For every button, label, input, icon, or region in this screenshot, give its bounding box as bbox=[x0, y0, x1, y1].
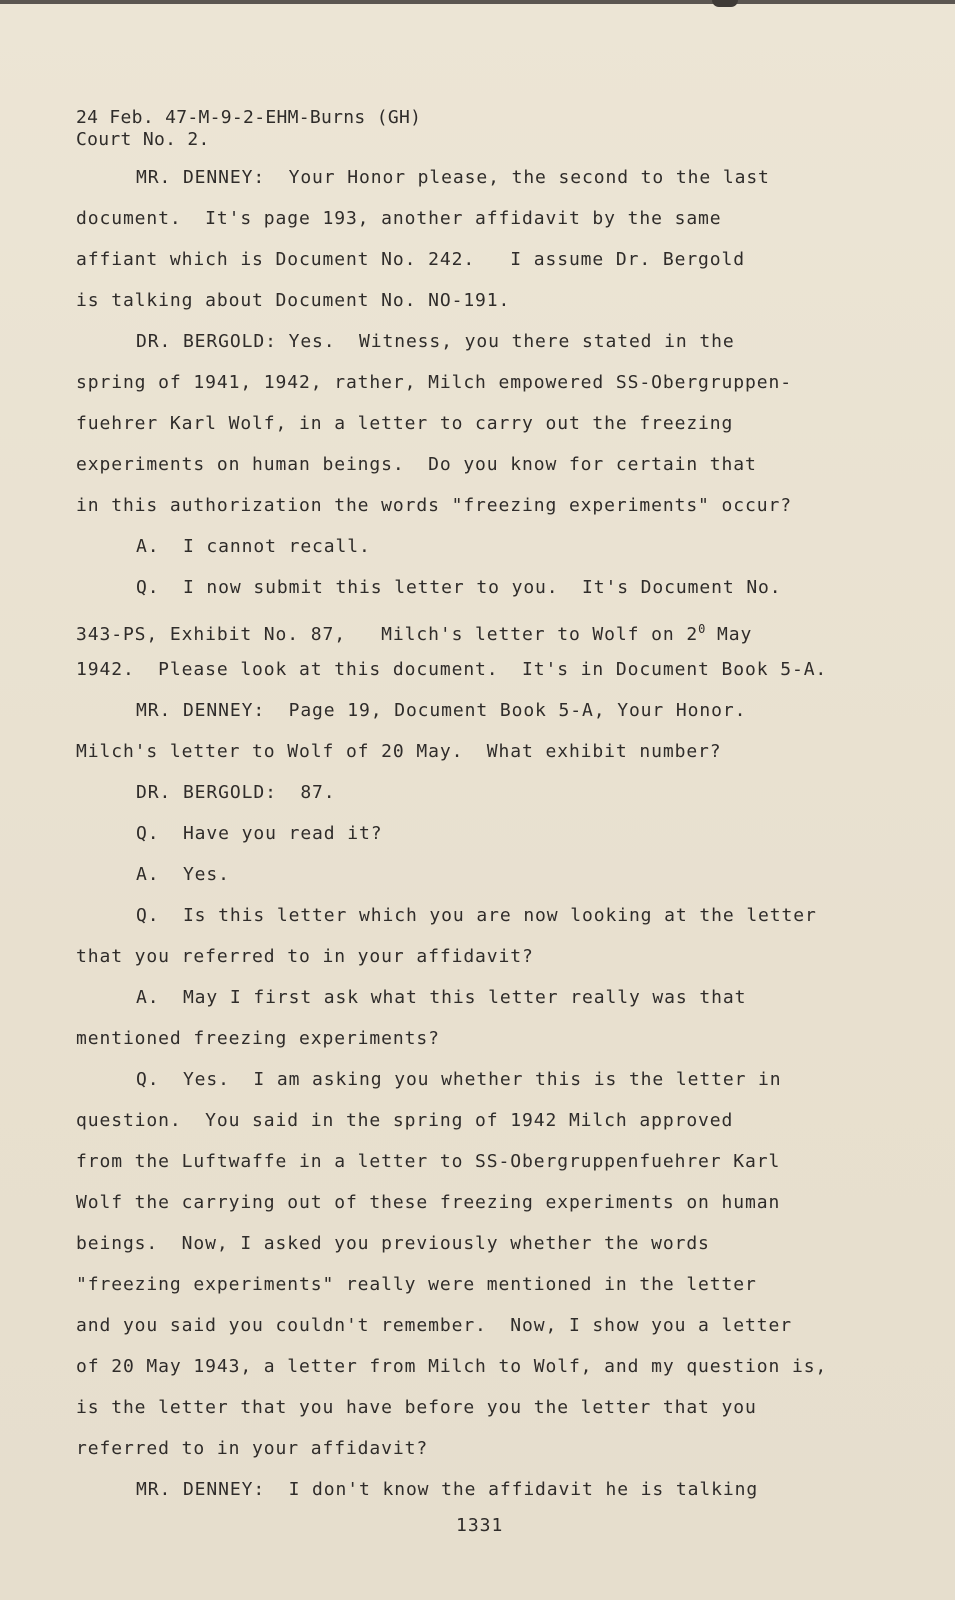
transcript-line: of 20 May 1943, a letter from Milch to Wolf, and my question is, bbox=[76, 1356, 828, 1377]
page-number: 1331 bbox=[456, 1515, 504, 1536]
transcript-line: A. May I first ask what this letter really was that bbox=[136, 987, 747, 1008]
transcript-line: "freezing experiments" really were mentioned in the letter bbox=[76, 1274, 757, 1295]
transcript-line: Milch's letter to Wolf of 20 May. What exhibit number? bbox=[76, 741, 722, 762]
transcript-line: that you referred to in your affidavit? bbox=[76, 946, 534, 967]
transcript-line: spring of 1941, 1942, rather, Milch empowered SS-Obergruppen- bbox=[76, 372, 792, 393]
transcript-line: Q. Have you read it? bbox=[136, 823, 383, 844]
transcript-line: Q. Is this letter which you are now looking at the letter bbox=[136, 905, 817, 926]
transcript-line: 1942. Please look at this document. It's in Document Book 5-A. bbox=[76, 659, 828, 680]
transcript-line: DR. BERGOLD: 87. bbox=[136, 782, 336, 803]
date-superscript: 0 bbox=[698, 622, 706, 636]
transcript-line-main: 343-PS, Exhibit No. 87, Milch's letter to Wolf on 2 bbox=[76, 624, 699, 645]
transcript-line: question. You said in the spring of 1942 Milch approved bbox=[76, 1110, 734, 1131]
transcript-line: A. I cannot recall. bbox=[136, 536, 371, 557]
transcript-line-tail: May bbox=[705, 624, 753, 645]
transcript-line: is the letter that you have before you the letter that you bbox=[76, 1397, 757, 1418]
transcript-line: MR. DENNEY: I don't know the affidavit he is talking bbox=[136, 1479, 759, 1500]
transcript-line: referred to in your affidavit? bbox=[76, 1438, 429, 1459]
transcript-line bbox=[76, 613, 876, 654]
top-edge-rule bbox=[0, 0, 955, 4]
transcript-line: fuehrer Karl Wolf, in a letter to carry out the freezing bbox=[76, 413, 734, 434]
transcript-line: DR. BERGOLD: Yes. Witness, you there stated in the bbox=[136, 331, 735, 352]
transcript-line: from the Luftwaffe in a letter to SS-Obergruppenfuehrer Karl bbox=[76, 1151, 781, 1172]
transcript-line: A. Yes. bbox=[136, 864, 230, 885]
transcript-line: beings. Now, I asked you previously whether the words bbox=[76, 1233, 710, 1254]
transcript-line: and you said you couldn't remember. Now, I show you a letter bbox=[76, 1315, 792, 1336]
transcript-line: Q. I now submit this letter to you. It's Document No. bbox=[136, 577, 782, 598]
transcript-line: MR. DENNEY: Page 19, Document Book 5-A, Your Honor. bbox=[136, 700, 747, 721]
transcript-line: in this authorization the words "freezing experiments" occur? bbox=[76, 495, 792, 516]
transcript-line: MR. DENNEY: Your Honor please, the second to the last bbox=[136, 167, 770, 188]
transcript-line: Q. Yes. I am asking you whether this is the letter in bbox=[136, 1069, 782, 1090]
header-reference-line: 24 Feb. 47-M-9-2-EHM-Burns (GH) bbox=[76, 107, 422, 128]
transcript-body bbox=[76, 162, 876, 1515]
header-court-line: Court No. 2. bbox=[76, 129, 210, 150]
transcript-line: mentioned freezing experiments? bbox=[76, 1028, 440, 1049]
top-edge-notch bbox=[712, 0, 738, 7]
document-header bbox=[76, 107, 421, 151]
transcript-line: Wolf the carrying out of these freezing experiments on human bbox=[76, 1192, 781, 1213]
transcript-line: is talking about Document No. NO-191. bbox=[76, 290, 511, 311]
transcript-line: experiments on human beings. Do you know for certain that bbox=[76, 454, 757, 475]
transcript-line: document. It's page 193, another affidavit by the same bbox=[76, 208, 722, 229]
transcript-line: affiant which is Document No. 242. I assume Dr. Bergold bbox=[76, 249, 746, 270]
